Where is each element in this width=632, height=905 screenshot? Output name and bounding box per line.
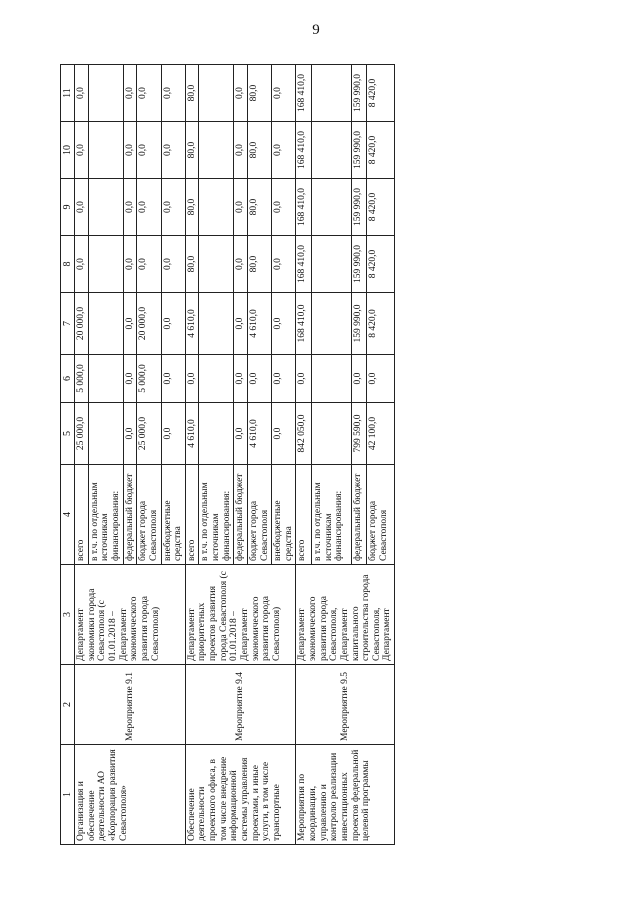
funding-source-label: федеральный бюджет	[123, 465, 137, 565]
amount-cell	[311, 293, 351, 355]
table-row	[75, 65, 89, 845]
amount-cell: 0,0	[123, 403, 137, 465]
amount-cell	[88, 293, 123, 355]
amount-cell	[311, 236, 351, 293]
amount-cell: 0,0	[234, 355, 248, 403]
column-header: 8	[61, 236, 75, 293]
amount-cell: 80,0	[247, 65, 271, 122]
amount-cell: 0,0	[123, 236, 137, 293]
column-header: 9	[61, 179, 75, 236]
funding-source-label: федеральный бюджет	[234, 465, 248, 565]
amount-cell	[311, 179, 351, 236]
funding-source-label: в т.ч. по отдельным источникам финансирования:	[311, 465, 351, 565]
amount-cell: 0,0	[75, 65, 89, 122]
amount-cell: 168 410,0	[296, 179, 312, 236]
amount-cell	[311, 355, 351, 403]
amount-cell: 0,0	[272, 403, 296, 465]
funding-source-label: внебюджетные средства	[161, 465, 185, 565]
funding-source-label: федеральный бюджет	[351, 465, 367, 565]
page-number: 9	[312, 22, 320, 38]
column-header: 11	[61, 65, 75, 122]
amount-cell: 80,0	[185, 65, 199, 122]
amount-cell: 25 000,0	[137, 403, 161, 465]
amount-cell: 0,0	[123, 293, 137, 355]
amount-cell: 20 000,0	[75, 293, 89, 355]
amount-cell: 0,0	[272, 122, 296, 179]
amount-cell: 0,0	[272, 355, 296, 403]
amount-cell: 159 990,0	[351, 65, 367, 122]
amount-cell	[199, 355, 234, 403]
amount-cell	[199, 293, 234, 355]
amount-cell	[199, 403, 234, 465]
funding-source-label: внебюджетные средства	[272, 465, 296, 565]
amount-cell: 0,0	[137, 122, 161, 179]
table-row	[185, 65, 199, 845]
amount-cell: 0,0	[75, 122, 89, 179]
amount-cell: 159 990,0	[351, 122, 367, 179]
amount-cell: 0,0	[161, 179, 185, 236]
amount-cell	[88, 65, 123, 122]
column-header: 7	[61, 293, 75, 355]
column-header: 3	[61, 565, 75, 665]
funding-source-label: бюджет города Севастополя	[137, 465, 161, 565]
column-header: 10	[61, 122, 75, 179]
amount-cell: 159 990,0	[351, 179, 367, 236]
amount-cell: 0,0	[137, 179, 161, 236]
amount-cell	[311, 122, 351, 179]
amount-cell: 80,0	[185, 236, 199, 293]
amount-cell: 0,0	[296, 355, 312, 403]
amount-cell: 159 990,0	[351, 293, 367, 355]
amount-cell: 0,0	[234, 293, 248, 355]
funding-source-label: в т.ч. по отдельным источникам финансирования:	[88, 465, 123, 565]
funding-source-label: в т.ч. по отдельным источникам финансирования:	[199, 465, 234, 565]
measure-code: Мероприятие 9.4	[185, 665, 296, 745]
amount-cell: 0,0	[75, 236, 89, 293]
amount-cell: 0,0	[234, 179, 248, 236]
funding-source-label: бюджет города Севастополя	[367, 465, 395, 565]
amount-cell: 0,0	[161, 65, 185, 122]
measure-name: Мероприятия по координации, управлению и контролю реализации инвестиционных проектов федеральной целевой программы	[296, 745, 395, 845]
amount-cell: 80,0	[247, 236, 271, 293]
amount-cell: 0,0	[234, 65, 248, 122]
amount-cell	[311, 403, 351, 465]
amount-cell: 4 610,0	[247, 293, 271, 355]
amount-cell: 0,0	[234, 236, 248, 293]
amount-cell: 0,0	[234, 403, 248, 465]
amount-cell: 168 410,0	[296, 236, 312, 293]
amount-cell: 0,0	[367, 355, 395, 403]
amount-cell: 168 410,0	[296, 293, 312, 355]
amount-cell: 0,0	[123, 122, 137, 179]
funding-source-label: бюджет города Севастополя	[247, 465, 271, 565]
amount-cell: 0,0	[161, 236, 185, 293]
amount-cell: 0,0	[123, 355, 137, 403]
column-header: 5	[61, 403, 75, 465]
amount-cell: 4 610,0	[247, 403, 271, 465]
amount-cell: 8 420,0	[367, 65, 395, 122]
amount-cell: 5 000,0	[137, 355, 161, 403]
amount-cell: 0,0	[351, 355, 367, 403]
amount-cell: 80,0	[185, 179, 199, 236]
column-header: 4	[61, 465, 75, 565]
table-rotator	[60, 65, 500, 845]
amount-cell: 8 420,0	[367, 122, 395, 179]
amount-cell: 0,0	[75, 179, 89, 236]
amount-cell	[88, 122, 123, 179]
amount-cell	[199, 122, 234, 179]
amount-cell: 0,0	[272, 293, 296, 355]
amount-cell: 0,0	[161, 355, 185, 403]
amount-cell: 0,0	[234, 122, 248, 179]
amount-cell: 799 590,0	[351, 403, 367, 465]
table-row	[296, 65, 312, 845]
column-header: 1	[61, 745, 75, 845]
funding-source-label: всего	[185, 465, 199, 565]
amount-cell: 0,0	[123, 65, 137, 122]
amount-cell: 8 420,0	[367, 236, 395, 293]
amount-cell: 0,0	[272, 65, 296, 122]
responsible-executor: Департамент экономики города Севастополя (с 01.01.2018 – Департамент экономического развития города Севастополя)	[75, 565, 186, 665]
responsible-executor: Департамент приоритетных проектов развития города Севастополя (с 01.01.2018 – Департамент экономического развития города Севастополя)	[185, 565, 296, 665]
amount-cell: 0,0	[161, 293, 185, 355]
measure-name: Обеспечение деятельности проектного офиса, в том числе внедрение информационной системы управления проектами, и иные услуги, в том числе транспортные	[185, 745, 296, 845]
amount-cell: 5 000,0	[75, 355, 89, 403]
table-body	[75, 65, 395, 845]
amount-cell: 0,0	[161, 403, 185, 465]
rotated-table-area	[60, 65, 500, 845]
amount-cell: 4 610,0	[185, 403, 199, 465]
budget-table	[60, 64, 395, 845]
amount-cell: 25 000,0	[75, 403, 89, 465]
amount-cell: 0,0	[137, 65, 161, 122]
amount-cell: 8 420,0	[367, 293, 395, 355]
responsible-executor: Департамент экономического развития города Севастополя, Департамент капитального строительства города Севастополя, Департамент	[296, 565, 395, 665]
amount-cell	[311, 65, 351, 122]
measure-code: Мероприятие 9.1	[75, 665, 186, 745]
column-header: 6	[61, 355, 75, 403]
amount-cell	[88, 403, 123, 465]
amount-cell: 80,0	[185, 122, 199, 179]
header-row	[61, 65, 75, 845]
amount-cell: 80,0	[247, 179, 271, 236]
amount-cell: 159 990,0	[351, 236, 367, 293]
amount-cell	[88, 179, 123, 236]
amount-cell	[199, 179, 234, 236]
measure-name: Организация и обеспечение деятельности АО «Корпорация развития Севастополя»	[75, 745, 186, 845]
amount-cell: 0,0	[185, 355, 199, 403]
amount-cell: 8 420,0	[367, 179, 395, 236]
amount-cell	[88, 236, 123, 293]
amount-cell	[88, 355, 123, 403]
amount-cell	[199, 65, 234, 122]
amount-cell: 168 410,0	[296, 122, 312, 179]
amount-cell: 168 410,0	[296, 65, 312, 122]
column-header: 2	[61, 665, 75, 745]
measure-code: Мероприятие 9.5	[296, 665, 395, 745]
amount-cell: 0,0	[137, 236, 161, 293]
funding-source-label: всего	[75, 465, 89, 565]
amount-cell: 42 100,0	[367, 403, 395, 465]
amount-cell: 0,0	[272, 236, 296, 293]
amount-cell: 20 000,0	[137, 293, 161, 355]
amount-cell: 0,0	[272, 179, 296, 236]
funding-source-label: всего	[296, 465, 312, 565]
amount-cell	[199, 236, 234, 293]
amount-cell: 4 610,0	[185, 293, 199, 355]
amount-cell: 0,0	[247, 355, 271, 403]
amount-cell: 842 050,0	[296, 403, 312, 465]
amount-cell: 0,0	[161, 122, 185, 179]
amount-cell: 0,0	[123, 179, 137, 236]
amount-cell: 80,0	[247, 122, 271, 179]
